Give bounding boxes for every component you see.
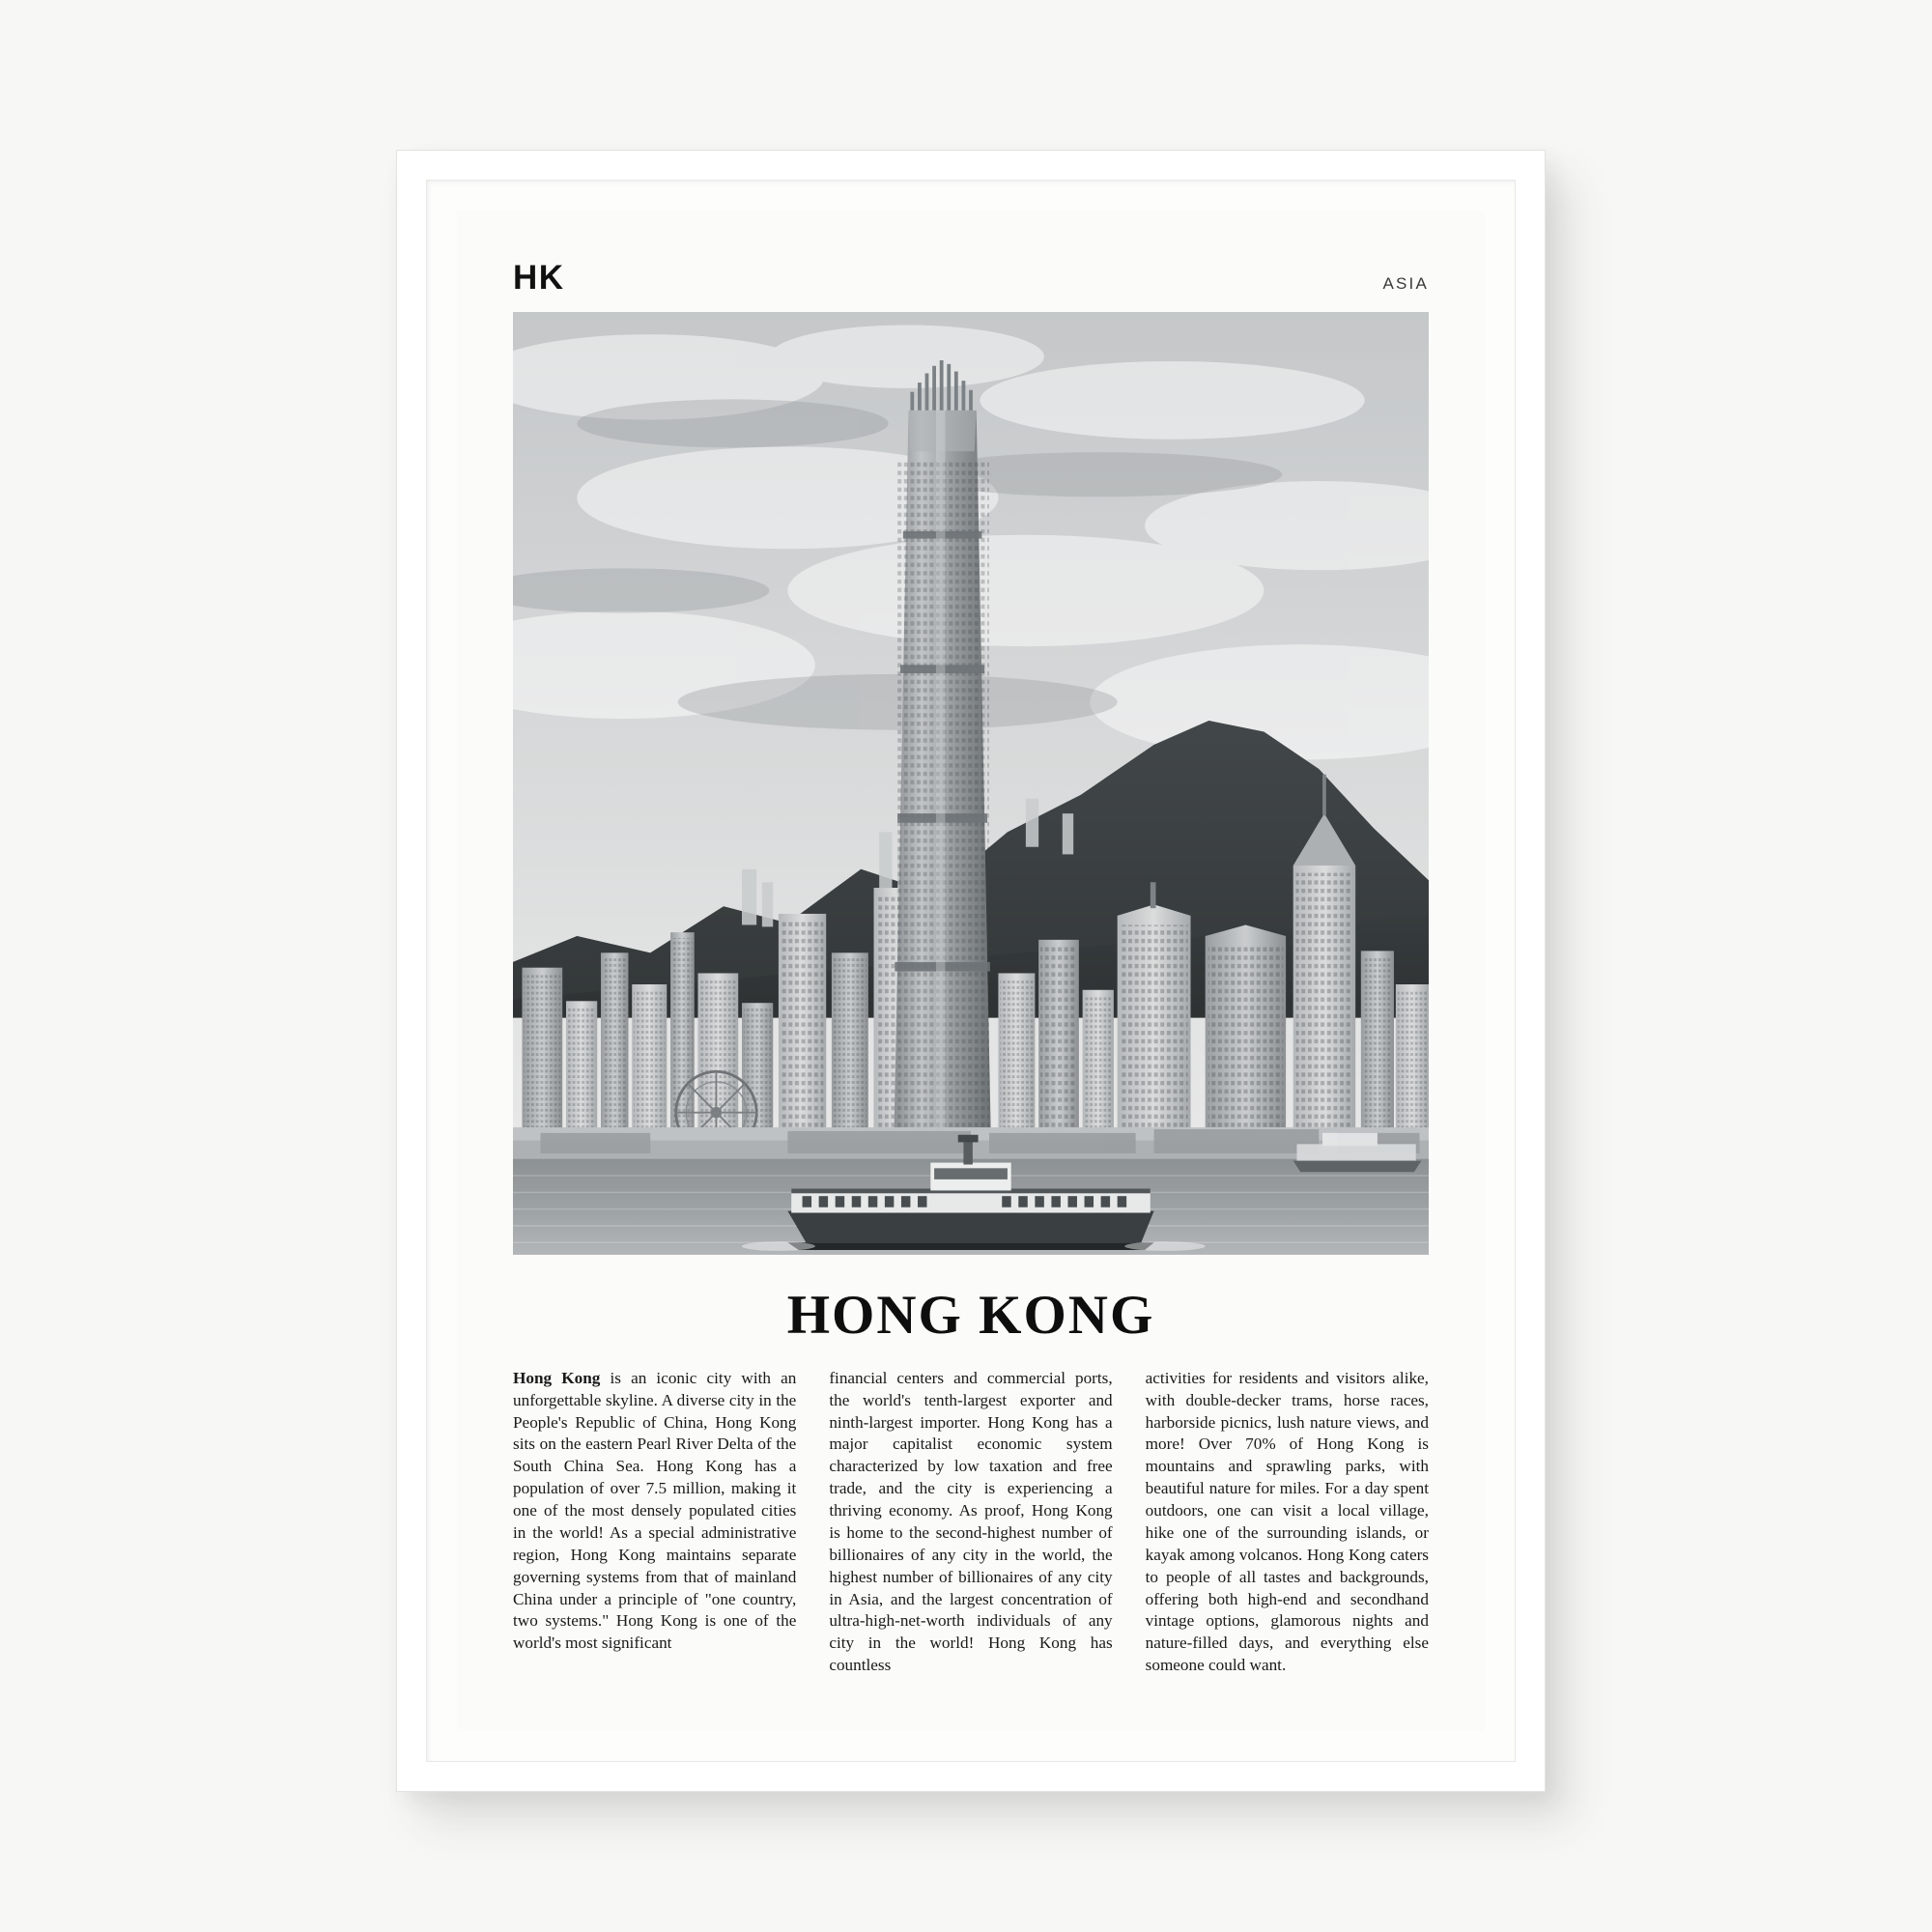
body-column-1 (513, 1368, 796, 1655)
poster-title: HONG KONG (786, 1284, 1155, 1346)
poster-region-label: ASIA (1382, 274, 1429, 293)
skyline-photograph-graphic (513, 312, 1429, 1255)
poster-body-columns (513, 1368, 1429, 1677)
body-lead-in: Hong Kong (513, 1368, 601, 1387)
body-column-2 (829, 1368, 1112, 1677)
poster-code-label: HK (513, 259, 565, 297)
body-text-1: is an iconic city with an unforgettable skyline. A diverse city in the People's Republic of China, Hong Kong sits on the eastern Pearl River Delta of the South China Sea. Hong Kong has a population of over 7.5 million, making it one of the most densely populated cities in the world! As a special administrative region, Hong Kong maintains separate governing systems from that of mainland China under a principle of "one country, two systems." Hong Kong is one of the world's most significant (513, 1368, 797, 1653)
body-text-3: activities for residents and visitors alike, with double-decker trams, horse races, harborside picnics, lush nature views, and more! Over 70% of Hong Kong is mountains and sprawling parks, with beautiful nature for miles. For a day spent outdoors, one can visit a local village, hike one of the surrounding islands, or kayak among volcanos. Hong Kong caters to people of all tastes and backgrounds, offering both high-end and secondhand vintage options, glamorous nights and nature-filled days, and everything else someone could want. (1145, 1368, 1429, 1675)
poster-sheet (457, 211, 1485, 1731)
skyline-photograph (513, 312, 1429, 1255)
body-column-3 (1146, 1368, 1429, 1677)
picture-frame (396, 150, 1546, 1792)
poster-header (513, 261, 1429, 295)
body-text-2: financial centers and commercial ports, the world's tenth-largest exporter and ninth-largest importer. Hong Kong has a major capitalist economic system characterized by low taxation and free trade, and the city is experiencing a thriving economy. As proof, Hong Kong is home to the second-highest number of billionaires of any city in the world, the highest number of billionaires of any city in Asia, and the largest concentration of ultra-high-net-worth individuals of any city in the world! Hong Kong has countless (829, 1368, 1113, 1675)
